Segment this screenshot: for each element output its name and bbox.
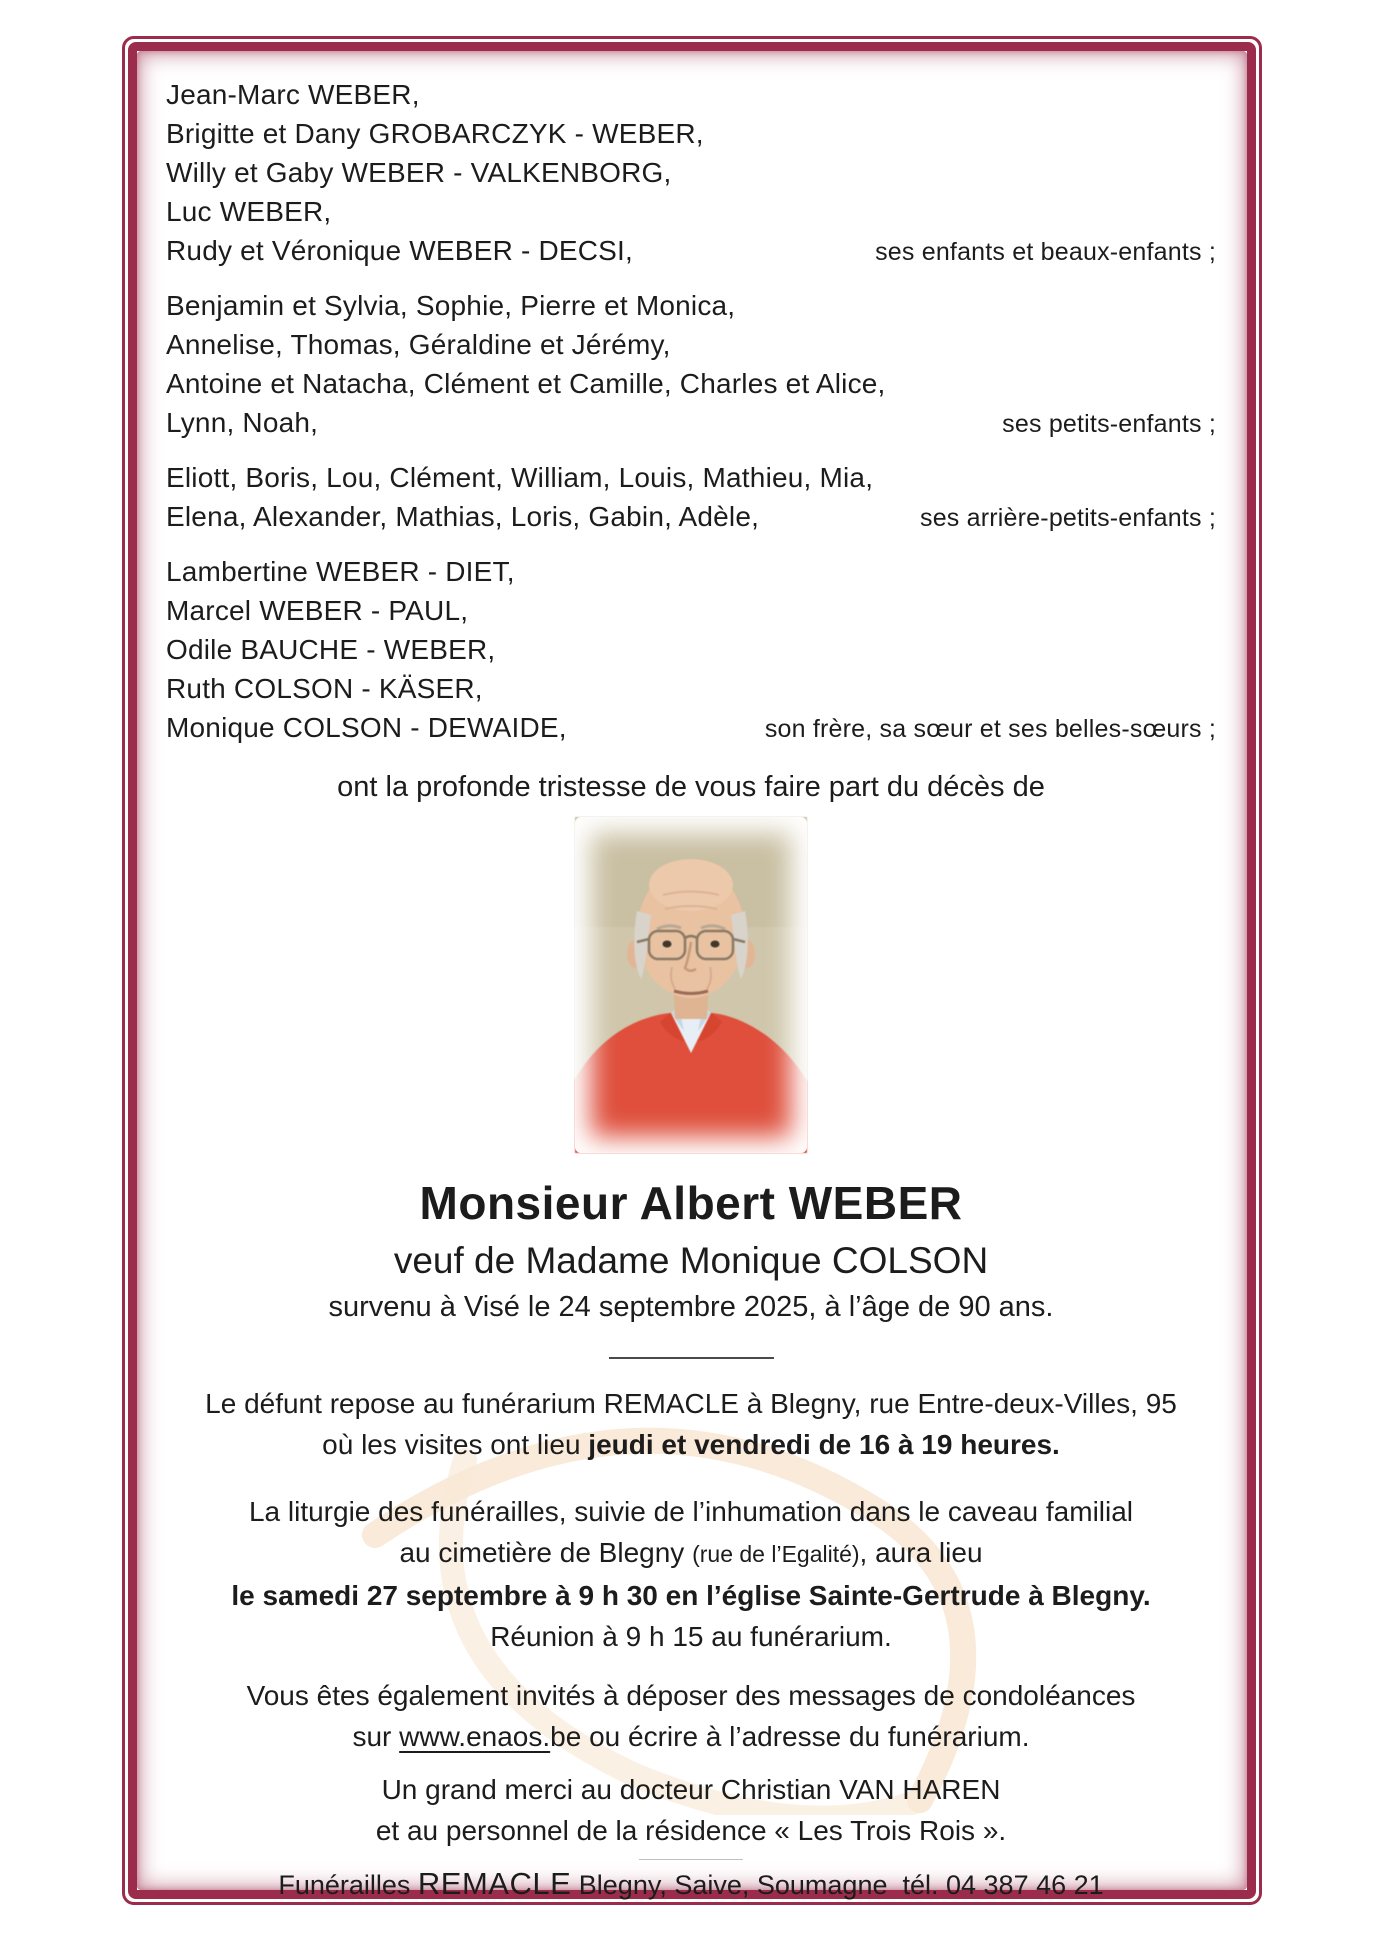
relation-label: ses petits-enfants ;: [1002, 410, 1216, 438]
family-group-great-grandchildren: [166, 458, 1216, 538]
relation-label: ses enfants et beaux-enfants ;: [875, 238, 1216, 266]
name-line: Willy et Gaby WEBER - VALKENBORG,: [166, 157, 672, 188]
name-line: [166, 231, 1216, 272]
name-line: Lambertine WEBER - DIET,: [166, 556, 515, 587]
name-line: [166, 497, 1216, 538]
name-line: Brigitte et Dany GROBARCZYK - WEBER,: [166, 118, 704, 149]
name-line: Antoine et Natacha, Clément et Camille, Charles et Alice,: [166, 368, 886, 399]
liturgy-line1: La liturgie des funérailles, suivie de l’inhumation dans le caveau familial: [248, 1496, 1134, 1527]
photo-feathered-edge: [575, 817, 807, 1153]
visits-prefix: où les visites ont lieu: [322, 1429, 589, 1460]
name-line: Odile BAUCHE - WEBER,: [166, 634, 496, 665]
name-line: Jean-Marc WEBER,: [166, 79, 420, 110]
name-line: [166, 708, 1216, 749]
name-line: Ruth COLSON - KÄSER,: [166, 673, 483, 704]
name-text: Elena, Alexander, Mathias, Loris, Gabin, Adèle,: [166, 501, 760, 532]
thanks-line2: et au personnel de la résidence « Les Trois Rois ».: [375, 1815, 1007, 1846]
announcement-content: [136, 47, 1248, 1901]
name-text: Lynn, Noah,: [166, 407, 319, 438]
name-line: [166, 403, 1216, 444]
name-line: Benjamin et Sylvia, Sophie, Pierre et Monica,: [166, 290, 736, 321]
enaos-link-tail: be: [550, 1721, 582, 1752]
family-group-grandchildren: [166, 286, 1216, 444]
ceremony-datetime: le samedi 27 septembre à 9 h 30 en l’église Sainte-Gertrude à Blegny.: [231, 1580, 1151, 1611]
footer-prefix: Funérailles: [278, 1870, 418, 1900]
name-text: Monique COLSON - DEWAIDE,: [166, 712, 567, 743]
liturgy-paragraph: [166, 1491, 1216, 1657]
condolence-paragraph: [166, 1675, 1216, 1757]
footer-line: [166, 1866, 1216, 1903]
footer-divider: [639, 1859, 743, 1860]
repose-line1: Le défunt repose au funérarium REMACLE à Blegny, rue Entre-deux-Villes, 95: [205, 1388, 1177, 1419]
announcement-line: ont la profonde tristesse de vous faire part du décès de: [337, 771, 1045, 803]
cemetery-street: (rue de l’Egalité): [692, 1541, 860, 1567]
name-line: Marcel WEBER - PAUL,: [166, 595, 469, 626]
family-group-siblings: [166, 552, 1216, 749]
repose-paragraph: [166, 1383, 1216, 1465]
family-group-children: [166, 75, 1216, 272]
name-line: Luc WEBER,: [166, 196, 332, 227]
condolence-line1: Vous êtes également invités à déposer des messages de condoléances: [246, 1680, 1136, 1711]
portrait-photo: [575, 817, 807, 1153]
meeting-line: Réunion à 9 h 15 au funérarium.: [490, 1621, 892, 1652]
thanks-line1: Un grand merci au docteur Christian VAN HAREN: [381, 1774, 1001, 1805]
name-text: Rudy et Véronique WEBER - DECSI,: [166, 235, 634, 266]
condolence-prefix: sur: [352, 1721, 400, 1752]
cemetery-prefix: au cimetière de Blegny: [399, 1537, 693, 1568]
cemetery-suffix: , aura lieu: [859, 1537, 983, 1568]
section-divider: [609, 1357, 774, 1359]
relation-label: ses arrière-petits-enfants ;: [920, 504, 1216, 532]
funeral-home-brand: REMACLE: [417, 1866, 572, 1901]
deceased-name-title: Monsieur Albert WEBER: [419, 1177, 963, 1229]
name-line: Annelise, Thomas, Géraldine et Jérémy,: [166, 329, 671, 360]
thanks-paragraph: [166, 1769, 1216, 1851]
condolence-suffix: ou écrire à l’adresse du funérarium.: [581, 1721, 1030, 1752]
widower-line: veuf de Madame Monique COLSON: [393, 1240, 989, 1281]
visits-hours: jeudi et vendredi de 16 à 19 heures.: [588, 1429, 1060, 1460]
footer-suffix: Blegny, Saive, Soumagne tél. 04 387 46 21: [571, 1870, 1104, 1900]
name-line: Eliott, Boris, Lou, Clément, William, Louis, Mathieu, Mia,: [166, 462, 874, 493]
relation-label: son frère, sa sœur et ses belles-sœurs ;: [764, 715, 1216, 743]
death-date-line: survenu à Visé le 24 septembre 2025, à l’âge de 90 ans.: [328, 1291, 1054, 1323]
enaos-link[interactable]: www.enaos.: [399, 1721, 551, 1752]
